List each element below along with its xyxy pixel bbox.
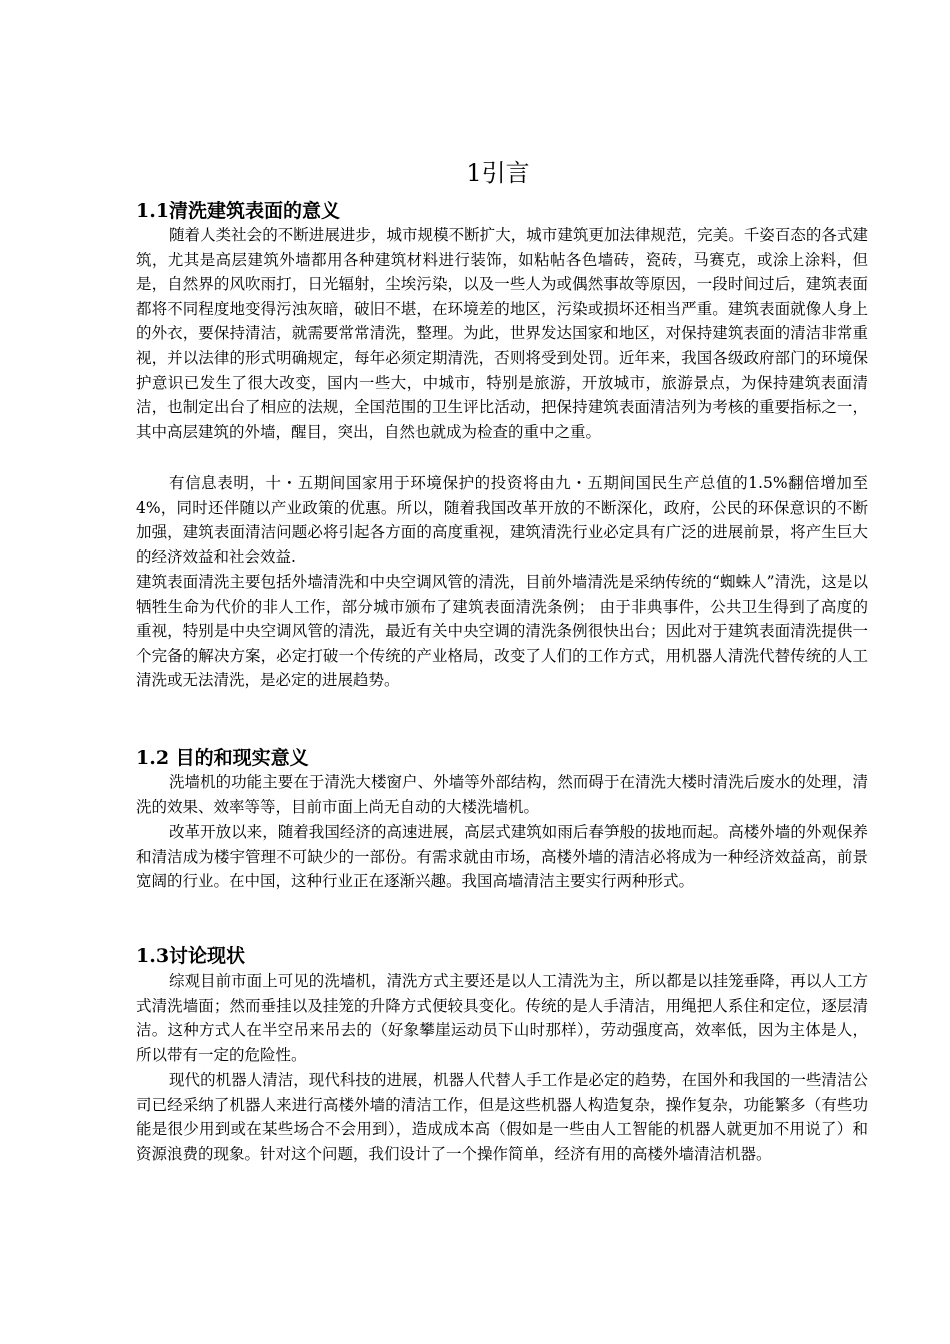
section-1-2-paragraph-1: 洗墙机的功能主要在于清洗大楼窗户、外墙等外部结构，然而碍于在清洗大楼时清洗后废水的处理，清洗的效果、效率等等，目前市面上尚无自动的大楼洗墙机。 <box>136 773 868 816</box>
chapter-title: 1引言 <box>466 159 530 187</box>
section-heading-1-2: 1.2 目的和现实意义 <box>136 747 309 769</box>
section-1-1-paragraph-2: 有信息表明，十・五期间国家用于环境保护的投资将由九・五期间国民生产总值的1.5%翻倍增加至4%，同时还伴随以产业政策的优惠。所以，随着我国改革开放的不断深化，政府，公民的环保意识的不断加强，建筑表面清洁问题必将引起各方面的高度重视，建筑清洗行业必定具有广泛的进展前景，将产生巨大的经济效益和社会效益. <box>136 474 868 566</box>
section-1-3-paragraph-1: 综观目前市面上可见的洗墙机，清洗方式主要还是以人工清洗为主，所以都是以挂笼垂降，再以人工方式清洗墙面；然而垂挂以及挂笼的升降方式便较具变化。传统的是人手清洁，用绳把人系住和定位，逐层清洁。这种方式人在半空吊来吊去的（好象攀崖运动员下山时那样），劳动强度高，效率低，因为主体是人，所以带有一定的危险性。 <box>136 972 868 1064</box>
section-1-1-paragraph-3: 建筑表面清洗主要包括外墙清洗和中央空调风管的清洗，目前外墙清洗是采纳传统的“蜘蛛人”清洗，这是以牺牲生命为代价的非人工作，部分城市颁布了建筑表面清洗条例； 由于非典事件，公共卫生得到了高度的重视，特别是中央空调风管的清洗，最近有关中央空调的清洗条例很快出台；因此对于建筑表面清洗提供一个完备的解决方案，必定打破一个传统的产业格局，改变了人们的工作方式，用机器人清洗代替传统的人工清洗或无法清洗，是必定的进展趋势。 <box>136 573 868 690</box>
section-1-2-paragraph-2: 改革开放以来，随着我国经济的高速进展，高层式建筑如雨后春笋般的拔地而起。高楼外墙的外观保养和清洁成为楼宇管理不可缺少的一部份。有需求就由市场，高楼外墙的清洁必将成为一种经济效益高，前景宽阔的行业。在中国，这种行业正在逐渐兴趣。我国高墙清洁主要实行两种形式。 <box>136 823 868 891</box>
section-1-3-paragraph-2: 现代的机器人清洁，现代科技的进展，机器人代替人手工作是必定的趋势，在国外和我国的一些清洁公司已经采纳了机器人来进行高楼外墙的清洁工作，但是这些机器人构造复杂，操作复杂，功能繁多（有些功能是很少用到或在某些场合不会用到），造成成本高（假如是一些由人工智能的机器人就更加不用说了）和资源浪费的现象。针对这个问题，我们设计了一个操作简单，经济有用的高楼外墙清洁机器。 <box>136 1071 868 1163</box>
section-1-1-paragraph-1: 随着人类社会的不断进展进步，城市规模不断扩大，城市建筑更加法律规范，完美。千姿百态的各式建筑，尤其是高层建筑外墙都用各种建筑材料进行装饰，如粘帖各色墙砖，瓷砖，马赛克，或涂上涂料，但是，自然界的风吹雨打，日光辐射，尘埃污染，以及一些人为或偶然事故等原因，一段时间过后，建筑表面都将不同程度地变得污浊灰暗，破旧不堪，在环境差的地区，污染或损坏还相当严重。建筑表面就像人身上的外衣，要保持清洁，就需要常常清洗，整理。为此，世界发达国家和地区，对保持建筑表面的清洁非常重视，并以法律的形式明确规定，每年必须定期清洗，否则将受到处罚。近年来，我国各级政府部门的环境保护意识已发生了很大改变，国内一些大，中城市，特别是旅游，开放城市，旅游景点，为保持建筑表面清洁，也制定出台了相应的法规，全国范围的卫生评比活动，把保持建筑表面清洁列为考核的重要指标之一，其中高层建筑的外墙，醒目，突出，自然也就成为检查的重中之重。 <box>136 226 868 441</box>
section-heading-1-1: 1.1清洗建筑表面的意义 <box>136 200 341 222</box>
section-heading-1-3: 1.3讨论现状 <box>136 945 246 967</box>
